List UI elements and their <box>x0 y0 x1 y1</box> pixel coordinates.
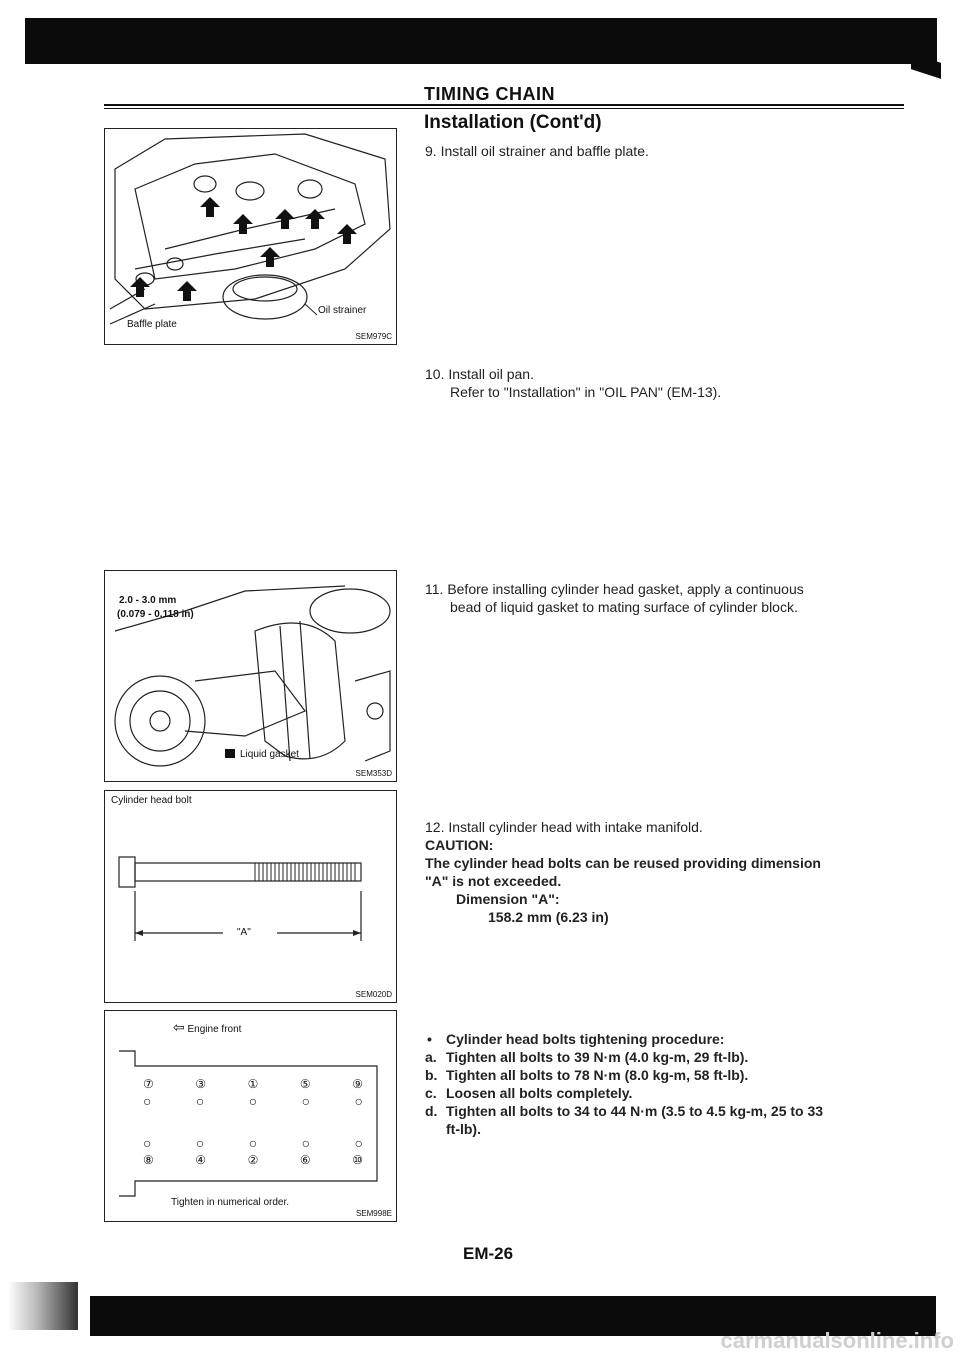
figure-cylinder-head-bolt <box>104 790 397 1003</box>
bolt-hole-icon: ○ <box>301 1093 311 1109</box>
order-number: ⑦ <box>143 1077 154 1091</box>
caution-line1: The cylinder head bolts can be reused providing dimension <box>425 855 821 871</box>
procedure-letter-d: d. <box>425 1103 438 1119</box>
cylinder-head-outline <box>105 1011 396 1221</box>
header-rule-thin <box>104 108 904 109</box>
bead-dimension-in: (0.079 - 0.118 in) <box>117 609 194 620</box>
oil-strainer-label: Oil strainer <box>318 305 367 316</box>
site-watermark: carmanualsonline.info <box>720 1328 954 1353</box>
bolt-illustration <box>105 791 396 1002</box>
figure-code: SEM998E <box>355 1209 392 1218</box>
figure-code: SEM979C <box>355 332 392 341</box>
top-row-bolts <box>143 1093 363 1109</box>
bottom-row-order <box>143 1153 363 1167</box>
procedure-title: Cylinder head bolts tightening procedure: <box>446 1031 725 1047</box>
caution-heading: CAUTION: <box>425 837 494 853</box>
figure-oil-strainer <box>104 128 397 345</box>
bolt-hole-icon: ○ <box>301 1135 311 1151</box>
order-number: ④ <box>195 1153 207 1167</box>
section-title: Installation (Cont'd) <box>424 112 602 133</box>
dimension-value: 158.2 mm (6.23 in) <box>488 909 609 925</box>
figure-code: SEM353D <box>355 769 392 778</box>
step-10: 10. Install oil pan. <box>425 366 534 382</box>
order-number: ⑧ <box>143 1153 154 1167</box>
bolt-hole-icon: ○ <box>248 1135 258 1151</box>
step-11-line2: bead of liquid gasket to mating surface of cylinder block. <box>450 599 798 615</box>
tighten-note: Tighten in numerical order. <box>171 1197 290 1208</box>
baffle-plate-label: Baffle plate <box>127 319 177 330</box>
top-black-bar <box>25 18 937 64</box>
procedure-d-line2: ft-lb). <box>446 1121 481 1137</box>
bottom-left-smudge <box>8 1282 78 1330</box>
procedure-a: Tighten all bolts to 39 N·m (4.0 kg-m, 29 ft-lb). <box>446 1049 749 1065</box>
step-9: 9. Install oil strainer and baffle plate. <box>425 143 649 159</box>
procedure-c: Loosen all bolts completely. <box>446 1085 633 1101</box>
dimension-label: Dimension "A": <box>456 891 560 907</box>
step-12: 12. Install cylinder head with intake manifold. <box>425 819 703 835</box>
bolt-hole-icon: ○ <box>354 1135 363 1151</box>
procedure-letter-a: a. <box>425 1049 437 1065</box>
header-rule <box>104 104 904 106</box>
bolt-hole-icon: ○ <box>248 1093 258 1109</box>
procedure-letter-c: c. <box>425 1085 437 1101</box>
step-11-line1: 11. Before installing cylinder head gasket, apply a continuous <box>425 581 804 597</box>
liquid-gasket-label: Liquid gasket <box>240 749 299 760</box>
figure-code: SEM020D <box>355 990 392 999</box>
order-number: ③ <box>195 1077 207 1091</box>
bolt-figure-title: Cylinder head bolt <box>111 795 192 806</box>
step-10-ref: Refer to "Installation" in "OIL PAN" (EM-13). <box>450 384 722 400</box>
figure-tightening-order <box>104 1010 397 1222</box>
order-number: ⑥ <box>299 1153 311 1167</box>
bottom-row-bolts <box>143 1135 363 1151</box>
procedure-bullet: • <box>427 1031 432 1047</box>
bolt-hole-icon: ○ <box>354 1093 363 1109</box>
bolt-hole-icon: ○ <box>195 1135 205 1151</box>
procedure-d-line1: Tighten all bolts to 34 to 44 N·m (3.5 to 4.5 kg-m, 25 to 33 <box>446 1103 824 1119</box>
order-number: ① <box>247 1077 259 1091</box>
figure-liquid-gasket <box>104 570 397 782</box>
page-number: EM-26 <box>463 1244 514 1263</box>
order-number: ⑤ <box>299 1077 311 1091</box>
caution-line2: "A" is not exceeded. <box>425 873 562 889</box>
order-number: ⑨ <box>352 1077 363 1091</box>
dimension-a-label: "A" <box>237 927 251 938</box>
order-number: ⑩ <box>352 1153 363 1167</box>
bead-dimension-mm: 2.0 - 3.0 mm <box>119 595 177 606</box>
procedure-letter-b: b. <box>425 1067 438 1083</box>
order-number: ② <box>247 1153 259 1167</box>
procedure-b: Tighten all bolts to 78 N·m (8.0 kg-m, 58 ft-lb). <box>446 1067 749 1083</box>
engine-front-text: Engine front <box>187 1024 242 1035</box>
arrow-left-icon: ⇦ <box>173 1019 185 1035</box>
page-header: TIMING CHAIN <box>424 84 555 104</box>
bolt-hole-icon: ○ <box>143 1093 152 1109</box>
bolt-hole-icon: ○ <box>195 1093 205 1109</box>
bolt-hole-icon: ○ <box>143 1135 152 1151</box>
top-row-order <box>143 1077 363 1091</box>
